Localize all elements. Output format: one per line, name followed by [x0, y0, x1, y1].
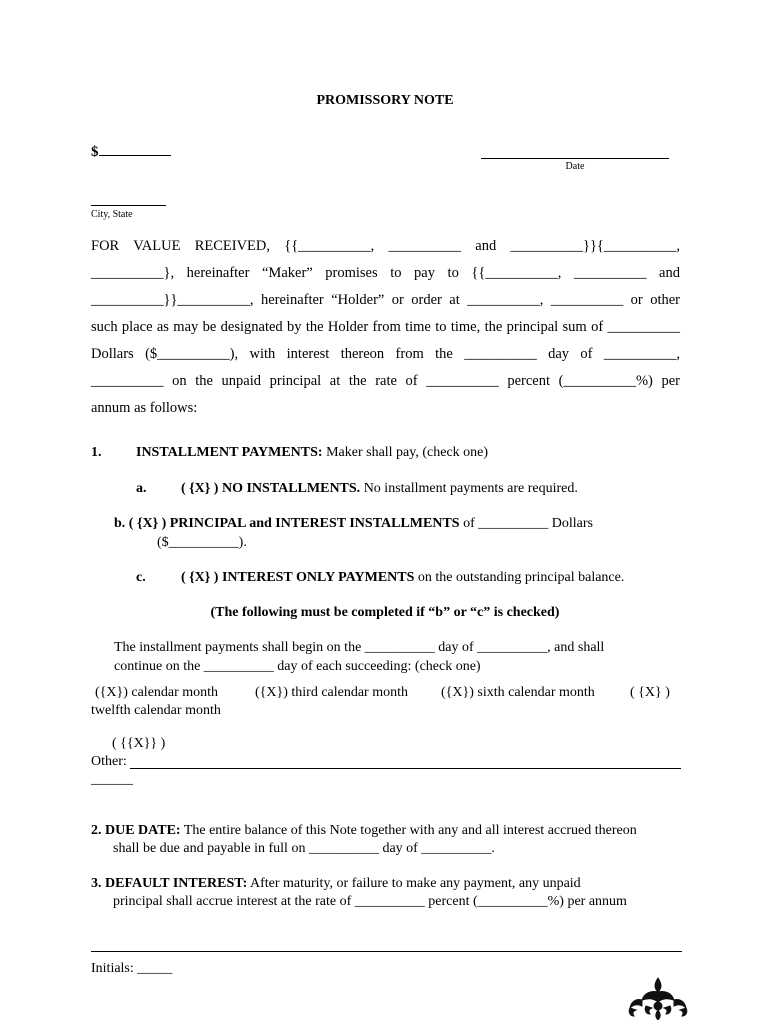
option-c-letter: c.: [136, 570, 146, 585]
city-state-line[interactable]: [91, 205, 166, 206]
option-a-heading: ( {X} ) NO INSTALLMENTS.: [181, 481, 361, 496]
option-calendar-month[interactable]: ({X}) calendar month: [95, 685, 219, 700]
option-a-letter: a.: [136, 481, 147, 496]
section3-body: After maturity, or failure to make any payment, any unpaid: [247, 876, 581, 891]
section1-number: 1.: [91, 445, 102, 460]
other-line-continuation[interactable]: ______: [91, 772, 133, 787]
option-other-label: Other:: [91, 754, 127, 769]
amount-field[interactable]: [91, 142, 171, 161]
option-c-body: on the outstanding principal balance.: [414, 570, 625, 585]
option-a[interactable]: [181, 481, 578, 497]
document-title: PROMISSORY NOTE: [316, 93, 454, 108]
completion-note: (The following must be completed if “b” or “c” is checked): [210, 605, 560, 620]
para1-line-3: __________}}__________, hereinafter “Holder” or order at __________, __________ or other: [91, 292, 680, 308]
fleur-ornament-icon: [626, 976, 690, 1025]
para1-line-4: such place as may be designated by the Holder from time to time, the principal sum of __________: [91, 319, 680, 335]
para1-line-5: Dollars ($__________), with interest thereon from the __________ day of __________,: [91, 346, 680, 362]
section1-text: [136, 445, 488, 461]
section2-body: The entire balance of this Note together with any and all interest accrued thereon: [180, 823, 637, 838]
para1-line-1: FOR VALUE RECEIVED, {{__________, __________ and __________}}{__________,: [91, 238, 680, 254]
date-line[interactable]: [481, 158, 669, 159]
section1-heading: INSTALLMENT PAYMENTS:: [136, 445, 323, 460]
option-a-body: No installment payments are required.: [360, 481, 578, 496]
section3: [91, 876, 681, 892]
para1-line-6: __________ on the unpaid principal at the rate of __________ percent (__________%) per: [91, 373, 680, 389]
section3-heading: 3. DEFAULT INTEREST:: [91, 876, 248, 891]
option-c[interactable]: [181, 570, 624, 586]
amount-blank[interactable]: [99, 142, 171, 156]
para1-line-7: annum as follows:: [91, 400, 198, 416]
installment-text-line-1: The installment payments shall begin on the __________ day of __________, and shall: [114, 640, 605, 655]
footer-divider: [91, 951, 682, 952]
option-b-body: of __________ Dollars: [459, 516, 593, 531]
other-line[interactable]: [130, 768, 681, 769]
option-twelfth-label: twelfth calendar month: [91, 703, 221, 718]
para1-line-2: __________}, hereinafter “Maker” promises to pay to {{__________, __________ and: [91, 265, 680, 281]
section2-line-2: shall be due and payable in full on __________ day of __________.: [113, 841, 495, 856]
option-b-heading: b. ( {X} ) PRINCIPAL and INTEREST INSTALLMENTS: [114, 516, 460, 531]
option-other-box[interactable]: ( {{X}} ): [112, 736, 166, 751]
section1-body: Maker shall pay, (check one): [322, 445, 489, 460]
section2: [91, 823, 681, 839]
city-state-label: City, State: [91, 209, 133, 220]
date-label: Date: [565, 161, 585, 172]
option-b[interactable]: [114, 516, 593, 532]
initials-field[interactable]: Initials: _____: [91, 961, 173, 976]
option-b-line-2: ($__________).: [157, 535, 247, 550]
section2-heading: 2. DUE DATE:: [91, 823, 181, 838]
currency-symbol: $: [91, 144, 99, 160]
option-twelfth-box[interactable]: ( {X} ): [630, 685, 670, 700]
installment-text-line-2: continue on the __________ day of each succeeding: (check one): [114, 659, 481, 674]
option-c-heading: ( {X} ) INTEREST ONLY PAYMENTS: [181, 570, 415, 585]
section3-line-2: principal shall accrue interest at the rate of __________ percent (__________%) per annum: [113, 894, 627, 909]
option-third-month[interactable]: ({X}) third calendar month: [255, 685, 409, 700]
option-sixth-month[interactable]: ({X}) sixth calendar month: [441, 685, 595, 700]
